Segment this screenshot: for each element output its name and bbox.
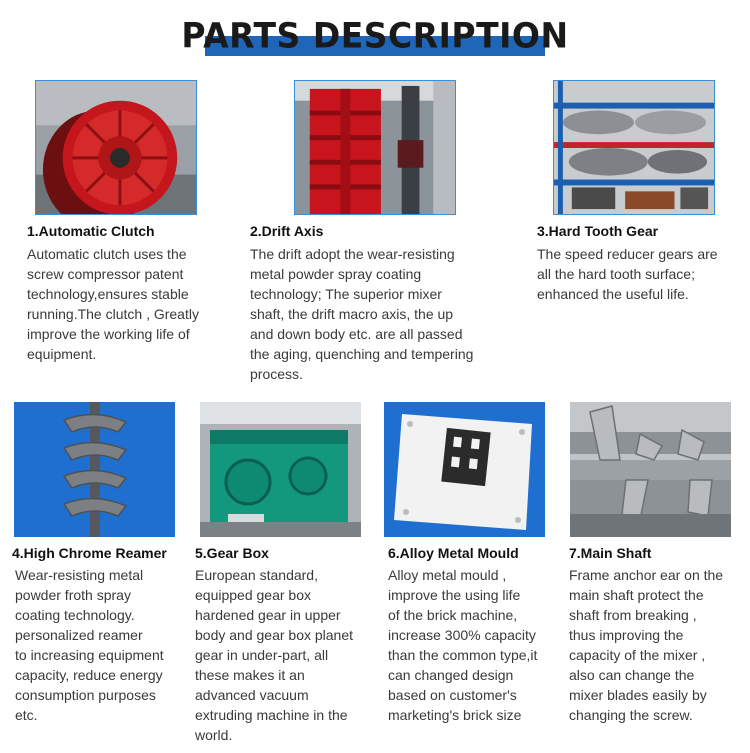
page-title: PARTS DESCRIPTION (181, 15, 569, 56)
description-line: technology; The superior mixer (250, 286, 442, 302)
description-line: Automatic clutch uses the (27, 246, 187, 262)
description-line: The drift adopt the wear-resisting (250, 246, 455, 262)
description-line: personalized reamer (15, 627, 143, 643)
description-line: all the hard tooth surface; (537, 266, 695, 282)
item-description-gear-box (195, 565, 353, 745)
description-line: improve the using life (388, 587, 521, 603)
description-line: marketing's brick size (388, 707, 522, 723)
description-line: consumption purposes (15, 687, 156, 703)
description-line: advanced vacuum (195, 687, 309, 703)
item-title-automatic-clutch: 1.Automatic Clutch (27, 223, 155, 239)
description-line: of the brick machine, (388, 607, 518, 623)
description-line: than the common type,it (388, 647, 538, 663)
description-line: Wear-resisting metal (15, 567, 144, 583)
item-description-alloy-metal-mould (388, 565, 537, 725)
gear-box-photo (200, 402, 361, 537)
description-line: world. (195, 727, 233, 743)
description-line: European standard, (195, 567, 318, 583)
description-line: Alloy metal mould , (388, 567, 507, 583)
description-line: metal powder spray coating (250, 266, 422, 282)
description-line: main shaft protect the (569, 587, 704, 603)
item-title-drift-axis: 2.Drift Axis (250, 223, 324, 239)
description-line: to increasing equipment (15, 647, 164, 663)
reamer-photo (14, 402, 175, 537)
description-line: shaft, the drift macro axis, the up (250, 306, 454, 322)
description-line: equipped gear box (195, 587, 311, 603)
item-title-high-chrome-reamer: 4.High Chrome Reamer (12, 545, 167, 561)
description-line: extruding machine in the (195, 707, 348, 723)
description-line: the aging, quenching and tempering (250, 346, 474, 362)
description-line: screw compressor patent (27, 266, 184, 282)
description-line: mixer blades easily by (569, 687, 707, 703)
description-line: running.The clutch , Greatly (27, 306, 199, 322)
description-line: changing the screw. (569, 707, 693, 723)
description-line: technology,ensures stable (27, 286, 189, 302)
item-title-gear-box: 5.Gear Box (195, 545, 269, 561)
description-line: etc. (15, 707, 38, 723)
description-line: and down body etc. are all passed (250, 326, 463, 342)
description-line: The speed reducer gears are (537, 246, 718, 262)
item-description-high-chrome-reamer (15, 565, 164, 725)
description-line: these makes it an (195, 667, 305, 683)
description-line: hardened gear in upper (195, 607, 341, 623)
clutch-photo (35, 80, 197, 215)
description-line: based on customer's (388, 687, 517, 703)
description-line: shaft from breaking , (569, 607, 697, 623)
description-line: coating technology. (15, 607, 135, 623)
gears-on-shelf-photo (553, 80, 715, 215)
description-line: process. (250, 366, 303, 382)
description-line: powder froth spray (15, 587, 131, 603)
item-title-hard-tooth-gear: 3.Hard Tooth Gear (537, 223, 659, 239)
item-description-hard-tooth-gear (537, 244, 718, 304)
description-line: equipment. (27, 346, 97, 362)
description-line: gear in under-part, all (195, 647, 329, 663)
description-line: capacity, reduce energy (15, 667, 163, 683)
item-title-main-shaft: 7.Main Shaft (569, 545, 652, 561)
description-line: Frame anchor ear on the (569, 567, 724, 583)
item-description-main-shaft (569, 565, 723, 725)
mould-photo (384, 402, 545, 537)
item-description-automatic-clutch (27, 244, 199, 364)
description-line: increase 300% capacity (388, 627, 536, 643)
main-shaft-photo (570, 402, 731, 537)
description-line: also can change the (569, 667, 695, 683)
description-line: improve the working life of (27, 326, 190, 342)
item-title-alloy-metal-mould: 6.Alloy Metal Mould (388, 545, 519, 561)
description-line: body and gear box planet (195, 627, 354, 643)
description-line: enhanced the useful life. (537, 286, 689, 302)
description-line: can changed design (388, 667, 514, 683)
item-description-drift-axis (250, 244, 473, 384)
description-line: capacity of the mixer , (569, 647, 706, 663)
description-line: thus improving the (569, 627, 684, 643)
drift-axis-photo (294, 80, 456, 215)
